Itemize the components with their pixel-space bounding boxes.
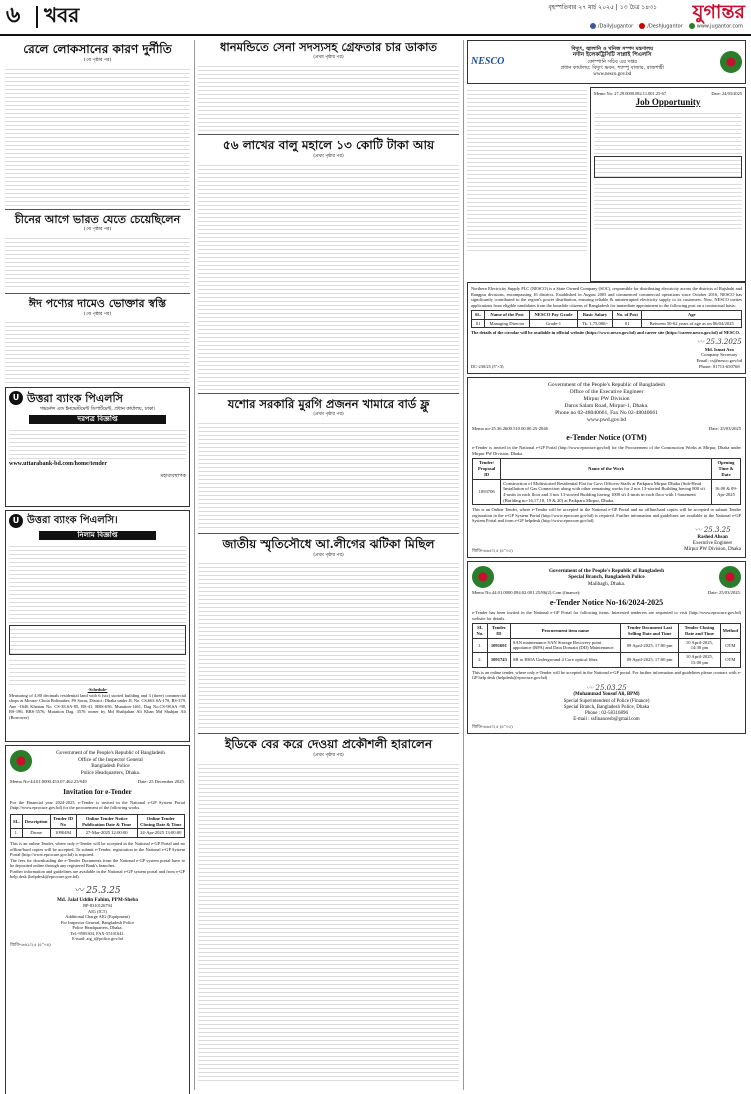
column-middle <box>198 40 459 1081</box>
sb-email[interactable]: E-mail : ssfinancesb@gmail.com <box>573 717 640 723</box>
signature-block: 〰 25.3.25 Md. Jalal Uddin Fahim, PPM-Sheba BP-8310126794 AIG (ICT) Additional Charge AIG (Equipment) For Inspector General, Bangladesh Police Police Headquarters, Dhaka. Tel:-9585304, FAX-55101641. E-mail: aig_t@police.gov.bd <box>10 886 185 942</box>
agency-title: Bangladesh Police <box>91 763 130 770</box>
masthead <box>0 0 751 36</box>
job-title: Job Opportunity <box>635 96 701 107</box>
article-body <box>5 66 190 206</box>
signature-block: 〰 25.3.25 Rashed Ahsan Executive Engineer Mirpur PW Division, Dhaka <box>684 525 741 553</box>
auction-notice-badge: নিলাম বিজ্ঞপ্তি <box>39 531 156 540</box>
nesco-job-ad-details: Northern Electricity Supply PLC (NESCO) is a State Owned Company (SOC), responsible for distributing electricity across the districts of Rajshahi and Rangpur divisions, encompassing 16 districts. Established in August 2005 and commenced commercial operations since October 2016, NESCO has significantly contributed to the region's power distribution, ensuring reliable & uninterrupted electricity supply to its customers. Now, NESCO invites applications from eligible candidates from the bonafide citizens of Bangladesh for immediate appointment to the following post on a contractual basis: SL. Name of the Post NESCO Pay Grade Basic Salary No. of Post Age 01 Managing Director Grade-1 Tk. 1,75,000/- 01 Between 50-62 years of age as on 06/04/2025 The details of the circular will be available in official website (https://www.nesco.gov.bd) and career site (https://career.nesco.gov.bd) of NESCO. DC-230/25 (5"×3) 〰 25.3.2025 Md. Ismat Ara Company Secretary Email: cs@nesco.gov.bd Phone: 01713-650768 <box>467 282 746 374</box>
bank-logo-icon: U <box>9 514 23 528</box>
signature-block: 〰 25.3.2025 Md. Ismat Ara Company Secretary Email: cs@nesco.gov.bd Phone: 01713-650768 <box>696 337 742 369</box>
government-emblem-icon <box>720 51 742 73</box>
nesco-header: NESCO বিদ্যুৎ, জ্বালানি ও খনিজ সম্পদ মন্ত্রণালয় নর্দান ইলেকট্রিসিটি সাপ্লাই পিএলসি কোম্পানি সচিব এর দপ্তর প্রধান কার্যালয়: বিদ্যুৎ ভবন, শ্যাম্পু বাজার, রাজশাহী www.nesco.gov.bd <box>467 40 746 84</box>
police-emblem-icon <box>719 566 741 588</box>
notice-note: The fees for downloading the e-Tender Documents from the National e-GP system portal have to be deposited online through any registered Bank's branches. <box>10 857 185 869</box>
newspaper-logo[interactable]: যুগান্তর <box>692 1 745 23</box>
notice-intro: For the Financial year 2024-2025, e-Tender is invited in the National e-GP System Portal (http://www.eprocure.gov.bd) for the procurement of the following works. <box>10 799 185 811</box>
article-body <box>5 319 190 384</box>
website-link[interactable]: www.jugantor.com <box>689 23 743 30</box>
byline: (প্রথম পৃষ্ঠার পর) <box>313 154 344 159</box>
ad-reference: জিডি-৬৬১/২৫ (৫"×৪) <box>10 941 51 947</box>
auction-body <box>9 543 186 623</box>
pwd-tender-table: Tender/ Proposal ID Name of the Work Opening Time & Date 1093706 Construction of Multistoried Residential Flat for Govt Officers-Staffs at Paikpara Mirpur Dhaka (Sub-Head Installation of Gas Connection along with other remaining works for 2 nos 13-storied Building having 800 sft 4-units in each floor and 3 nos 13-storied Building having 1000 sft 4-units in each floor with 1-basement (Building no-16,17,18, 19 & 20) at Paikpara Mirpur, Dhaka. 16.00 & 09-Apr-2025 <box>472 458 741 505</box>
youtube-icon <box>639 23 645 29</box>
headline-dhanmondi-robbers[interactable]: ধানমন্ডিতে সেনা সদস্যসহ গ্রেফতার চার ডাকাত <box>219 40 438 54</box>
pwd-notice-title: e-Tender Notice (OTM) <box>566 433 647 443</box>
article-body <box>467 87 587 252</box>
youtube-link[interactable]: /DeshJugantor <box>639 23 683 30</box>
table-row: 2. 1091743 SB to HSIA Underground 4 Core optical fiber. 09 April-2025, 17:00 pm 10 April-2025, 15:00 pm OTM <box>473 653 741 667</box>
headline-memorial-procession[interactable]: জাতীয় স্মৃতিসৌধে আ.লীগের ঝটিকা মিছিল <box>222 536 435 551</box>
signature: 〰 25.3.25 <box>74 885 121 896</box>
schedule-heading: -Schedule- <box>87 687 108 693</box>
article-body <box>198 63 459 131</box>
job-intro <box>594 110 742 154</box>
signatory-email[interactable]: E-mail: aig_t@police.gov.bd <box>72 936 123 942</box>
pwd-tender-ad: Government of the People's Republic of Bangladesh Office of the Executive Engineer Mirpur PW Division Darus Salam Road, Mirpur-1, Dhaka. Phone no 02-48040661, Fax No 02-48040661 www.pwd.gov.bd Memo no-25.36.2600.510.00.00.25-2046 Date: 25/03/2025 e-Tender Notice (OTM) e-Tender is invited in the National e-GP Portal (http://www.eprocure.gov.bd) for the Procurement of the Construction Works at Mirpur, Dhaka under Mirpur PW Division, Dhaka. Tender/ Proposal ID Name of the Work Opening Time & Date 1093706 Construction of Multistoried Residential Flat for Govt Officers-Staffs at Paikpara Mirpur Dhaka (Sub-Head Installation of Gas Connection along with other remaining works for 2 nos 13-storied Building having 800 sft 4-units in each floor and 3 nos 13-storied Building having 1000 sft 4-units in each floor with 1-basement (Building no-16,17,18, 19 & 20) at Paikpara Mirpur, Dhaka. 16.00 & 09-Apr-2025 This is an Online Tender, where e-Tender will be accepted in the National e-GP Portal and no offline/hard copies will be accepted to submit Tender registration in the e-GP System Portal (http://www.eprocure.gov.bd) is required. Further information and guidelines are available in the National e-GP System Portal and from e-GP helpdesk (http://www.eprocure.gov.bd). জিডি-৬৬৫/২৫ (৫"×৫) 〰 25.3.25 Rashed Ahsan Executive Engineer Mirpur PW Division, Dhaka <box>467 377 746 559</box>
byline: (প্রথম পৃষ্ঠার পর) <box>313 753 344 759</box>
uttara-bank-auction-ad <box>5 510 190 742</box>
table-row: 1. Drone 1090494 27-Mar-2025 12:00:00 24-Apr-2025 13:00:00 <box>11 829 185 838</box>
auction-fee-table <box>9 625 186 655</box>
byline: (প্রথম পৃষ্ঠার পর) <box>313 412 344 417</box>
bank-tender-url[interactable]: www.uttarabank-bd.com/home/tender <box>9 461 108 468</box>
byline: (৩য় পৃষ্ঠার পর) <box>83 311 112 317</box>
article-body <box>198 761 459 1081</box>
section-title: খবর <box>44 3 80 27</box>
job-details <box>594 181 742 231</box>
memo-number: Memo No-44.01.0000.453.07.462.25/949 <box>10 779 87 785</box>
police-hq-tender-ad <box>5 745 190 1094</box>
social-links <box>590 23 743 30</box>
headline-eid-prices[interactable]: ঈদ পণ্যের দামেও ভোক্তার স্বস্তি <box>28 297 167 310</box>
job-table <box>594 156 742 178</box>
nesco-job-table: SL. Name of the Post NESCO Pay Grade Basic Salary No. of Post Age 01 Managing Director Grade-1 Tk. 1,75,000/- 01 Between 50-62 years of age as on 06/04/2025 <box>471 310 742 328</box>
nesco-job-ad: Memo No: 27.29.0000.082.11.001.25-67 Date: 24/03/2025 Job Opportunity <box>590 87 746 282</box>
bank-name: উত্তরা ব্যাংক পিএলসি। <box>27 515 118 527</box>
bank-subtitle: গভর্নেন্স এন্ড ইনভেস্টমেন্ট ডিপার্টমেন্ট, প্রধান কার্যালয়, ঢাকা। <box>39 407 156 413</box>
notice-note: This is an online Tender, where only e-Tender will be accepted in the National e-GP Portal and no offline/hard copies will be accepted. To submit e-Tender, registration in the National e-GP System Portal (http://www.eprocure.gov.bd) is required. <box>10 841 185 858</box>
office-title: Office of the Inspector General <box>78 756 143 763</box>
issue-date: বৃহস্পতিবার ২৭ মার্চ ২০২৫ | ১৩ চৈত্র ১৪৩১ <box>548 4 657 11</box>
facebook-link[interactable]: /DailyJugantor <box>590 23 633 30</box>
headline-rail-corruption[interactable]: রেলে লোকসানের কারণ দুর্নীতি <box>23 42 172 56</box>
article-body <box>198 420 459 530</box>
masthead-divider <box>36 6 38 28</box>
bangladesh-police-emblem-icon <box>10 750 32 772</box>
gov-title: Government of the People's Republic of Bangladesh <box>56 750 165 757</box>
headline-sand-mahal[interactable]: ৫৬ লাখের বালু মহালে ১৩ কোটি টাকা আয় <box>222 138 435 152</box>
pwd-website[interactable]: www.pwd.gov.bd <box>586 416 627 423</box>
byline: (৩য় পৃষ্ঠার পর) <box>83 227 112 233</box>
uttara-bank-tender-ad <box>5 387 190 507</box>
facebook-icon <box>590 23 596 29</box>
bank-logo-icon: U <box>9 391 23 405</box>
table-row: 1. 1091691 SAN maintenance SAN Storage Recovery point appoiance (RPA) and Data Domain (DD) Maintenance. 09 April-2025, 17:00 pm 10 April-2025, 14:30 pm OTM <box>473 638 741 652</box>
headline-bird-flu[interactable]: যশোর সরকারি মুরগি প্রজনন খামারে বার্ড ফ্লু <box>227 396 430 411</box>
nesco-logo: NESCO <box>471 55 505 67</box>
table-row: 01 Managing Director Grade-1 Tk. 1,75,000/- 01 Between 50-62 years of age as on 06/04/2025 <box>472 319 742 328</box>
special-branch-tender-ad: Government of the People's Republic of Bangladesh Special Branch, Bangladesh Police Malibagh, Dhaka. Memo No.44.01.0000.094.02.001.25/86(2) Com (finance); Date: 25/03/2025. e-Tender Notice No-16/2024-2025 e-Tender has been invited in the National e-GP Portal for following items. Interested tenderers are requested to visit (http://www.eprocure.gov.bd) website for details. SL No. Tender ID Procurement item name Tender Document Last Selling Date and Time Tender Closing Date and Time Method 1. 1091691 SAN maintenance SAN Storage Recovery point appoiance (RPA) and Data Domain (DD) Maintenance. 09 April-2025, 17:00 pm 10 April-2025, 14:30 pm OTM 2. 1091743 SB to HSIA Underground 4 Core optical fiber. 09 April-2025, 17:00 pm 10 April-2025, 15:00 pm OTM This is an online tender, where only e-Tender will be accepted in the National e-GP portal. For further information and guidelines please contract with e-GP help desk (helpdesk@eprocure.gov.bd). 〰 25.03.25 (Mohammad Yousuf Ali, BPM) Special Superintendent of Police (Finance) Special Branch, Bangladesh Police, Dhaka Phone : 02-58316896 E-mail : ssfinancesb@gmail.com জিডি-৬৬৫/২৫ (৫"×৫) <box>467 561 746 734</box>
headline-engineer-ousted[interactable]: ইডিকে বের করে দেওয়া প্রকৌশলী হারালেন <box>224 737 432 752</box>
ad-body <box>9 427 186 461</box>
page-number: ৬ <box>6 2 21 28</box>
bank-signatory: মহাব্যবস্থাপক <box>160 472 186 479</box>
schedule-text: Measuring of 4.80 decimals residential land with 6 (six) storied building and 3 (three) commercial shops at Mouza- Chota Bolimaher, PS Savar, District: Dhaka under JL No. CS,663 SA-178, RS-379, Ane -1646 Khatian No. CS-38,SA-85, RS-41, BRS-656, Mutation-1461, Dag No.CS-98,SA -98, RS-196, BRS-3576, Mutation Dag. 3576 owner by Md Shahjahan Ali Khan Md Shahjan Ali (Borrower) <box>9 692 186 720</box>
article-body <box>198 560 459 730</box>
notice-title: Invitation for e-Tender <box>63 788 132 797</box>
sb-tender-table: SL No. Tender ID Procurement item name Tender Document Last Selling Date and Time Tender Closing Date and Time Method 1. 1091691 SAN maintenance SAN Storage Recovery point appoiance (RPA) and Data Domain (DD) Maintenance. 09 April-2025, 17:00 pm 10 April-2025, 14:30 pm OTM 2. 1091743 SB to HSIA Underground 4 Core optical fiber. 09 April-2025, 17:00 pm 10 April-2025, 15:00 pm OTM <box>472 623 741 667</box>
memo-date: Date: 25 December 2025. <box>137 779 185 785</box>
byline: (প্রথম পৃষ্ঠার পর) <box>313 55 344 61</box>
globe-icon <box>689 23 695 29</box>
notice-note: Further information and guidelines are available in the National e-GP system portal and from e-GP help desk (helpdesk@eprocure.gov.bd). <box>10 868 185 880</box>
article-body <box>198 162 459 390</box>
tender-notice-badge: দরপত্র বিজ্ঞপ্তি <box>29 415 166 424</box>
headline-india-china[interactable]: চীনের আগে ভারত যেতে চেয়েছিলেন <box>14 212 181 226</box>
column-left <box>5 40 190 1094</box>
police-tender-table: SL. Description Tender ID No Online Tender Notice Publication Date & Time Online Tender Closing Date & Time 1. Drone 1090494 27-Mar-2025 12:00:00 24-Apr-2025 13:00:00 <box>10 814 185 838</box>
article-body <box>5 235 190 290</box>
bank-name: উত্তরা ব্যাংক পিএলসি <box>27 391 123 405</box>
byline: (প্রথম পৃষ্ঠার পর) <box>313 552 344 558</box>
government-emblem-icon <box>472 566 494 588</box>
signatory-name: Md. Jalal Uddin Fahim, PPM-Sheba <box>57 896 138 903</box>
hq-title: Police Headquarters, Dhaka. <box>80 769 141 776</box>
auction-terms <box>9 657 186 687</box>
table-row: 1093706 Construction of Multistoried Residential Flat for Govt Officers-Staffs at Paikpara Mirpur Dhaka (Sub-Head Installation of Gas Connection along with other remaining works for 2 nos 13-storied Building having 800 sft 4-units in each floor and 3 nos 13-storied Building having 1000 sft 4-units in each floor with 1-basement (Building no-16,17,18, 19 & 20) at Paikpara Mirpur, Dhaka. 16.00 & 09-Apr-2025 <box>473 479 741 505</box>
column-right <box>467 40 746 734</box>
nesco-website[interactable]: www.nesco.gov.bd <box>593 71 632 77</box>
byline: (৩য় পৃষ্ঠার পর) <box>83 58 112 63</box>
sb-notice-title: e-Tender Notice No-16/2024-2025 <box>549 598 664 608</box>
signature-block: 〰 25.03.25 (Mohammad Yousuf Ali, BPM) Special Superintendent of Police (Finance) Special Branch, Bangladesh Police, Dhaka Phone : 02-58316896 E-mail : ssfinancesb@gmail.com <box>472 684 741 724</box>
